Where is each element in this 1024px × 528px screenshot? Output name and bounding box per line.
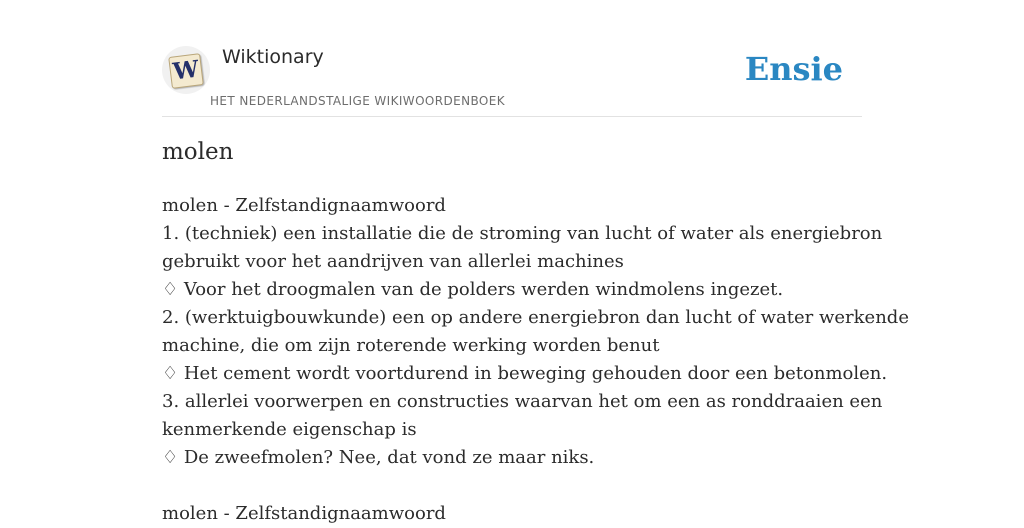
definition xyxy=(162,388,883,472)
ensie-brand-link[interactable]: Ensie xyxy=(744,50,843,88)
site-header xyxy=(162,0,862,117)
definition xyxy=(162,220,883,304)
entry xyxy=(162,500,862,528)
page xyxy=(162,0,909,524)
entry-content xyxy=(162,192,909,528)
site-name-link[interactable]: Wiktionary xyxy=(222,46,324,68)
definition-text: gebruikt voor het aandrijven van allerlei machines xyxy=(162,251,624,272)
example-sentence: ♢ De zweefmolen? Nee, dat vond ze maar niks. xyxy=(162,447,595,468)
definition-text: 2. (werktuigbouwkunde) een op andere energiebron dan lucht of water werkende xyxy=(162,307,909,328)
example-sentence: ♢ Het cement wordt voortdurend in beweging gehouden door een betonmolen. xyxy=(162,363,888,384)
wiktionary-logo-icon: W xyxy=(168,53,204,89)
wiktionary-logo[interactable] xyxy=(162,46,210,94)
example-sentence: ♢ Voor het droogmalen van de polders werden windmolens ingezet. xyxy=(162,279,784,300)
entry-spacer xyxy=(162,472,862,500)
definition-text: 1. (techniek) een installatie die de stroming van lucht of water als energiebron xyxy=(162,223,883,244)
page-title: molen xyxy=(162,139,234,165)
entry-heading: molen - Zelfstandignaamwoord xyxy=(162,195,446,216)
site-tagline: HET NEDERLANDSTALIGE WIKIWOORDENBOEK xyxy=(210,94,506,108)
entry xyxy=(162,192,909,472)
definition xyxy=(162,304,909,388)
definition-text: kenmerkende eigenschap is xyxy=(162,419,417,440)
entry-heading: molen - Zelfstandignaamwoord xyxy=(162,503,446,524)
definition-text: machine, die om zijn roterende werking worden benut xyxy=(162,335,660,356)
definition-text: 3. allerlei voorwerpen en constructies waarvan het om een as ronddraaien een xyxy=(162,391,883,412)
